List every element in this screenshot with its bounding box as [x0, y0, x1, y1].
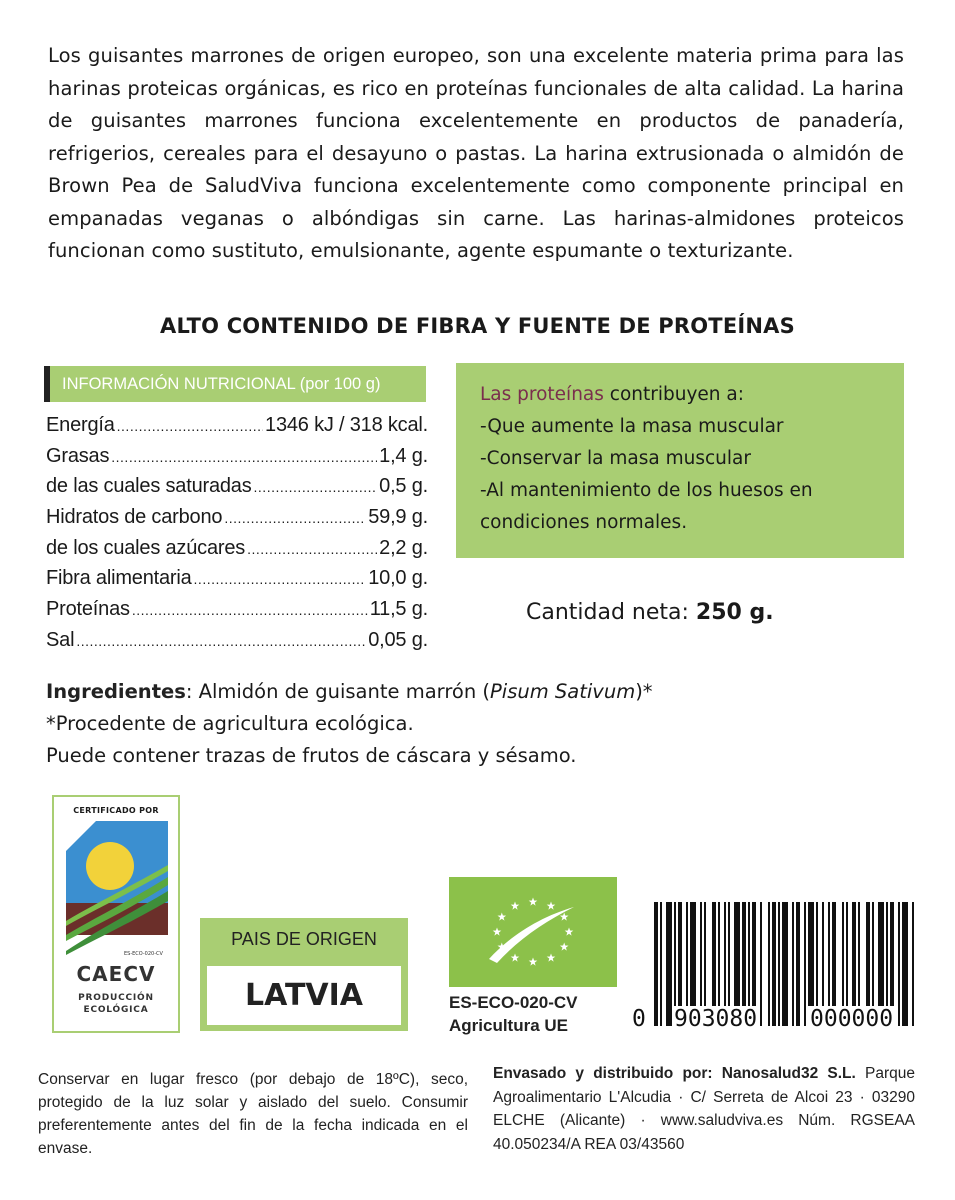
eu-organic-label: Agricultura UE	[449, 1016, 569, 1035]
net-quantity-label: Cantidad neta:	[526, 600, 696, 625]
distributor-text: Parque Agroalimentario L'Alcudia · C/ Serreta de Alcoi 23 · 03290 ELCHE (Alicante) · www.saludviva.es Núm. RGSEAA 40.050234/A REA 03/43560	[493, 1065, 915, 1153]
distributor-bold: Envasado y distribuido por: Nanosalud32 S.L.	[493, 1065, 856, 1082]
ingredients-sep: :	[185, 680, 199, 703]
storage-instructions: Conservar en lugar fresco (por debajo de 18ºC), seco, protegido de la luz solar y aislado del suelo. Consumir preferentemente antes del fin de la fecha indicada en el envase.	[38, 1071, 468, 1157]
caecv-emblem-icon	[66, 821, 168, 955]
nutrition-label: Proteínas	[46, 598, 130, 621]
nutrition-value: 10,0 g.	[368, 567, 428, 590]
nutrition-header: INFORMACIÓN NUTRICIONAL (por 100 g)	[44, 366, 426, 402]
nutrition-label: Hidratos de carbono	[46, 506, 223, 529]
nutrition-value: 1346 kJ / 318 kcal.	[265, 414, 428, 436]
caecv-sub1: PRODUCCIÓN	[78, 993, 154, 1003]
nutrition-label: de los cuales azúcares	[46, 536, 246, 559]
barcode	[632, 898, 922, 1040]
ingredients-label: Ingredientes	[46, 680, 186, 703]
nutrition-row	[46, 567, 428, 598]
leader-dots	[111, 445, 377, 468]
nutrition-row	[46, 537, 428, 568]
nutrition-value: 0,5 g.	[379, 475, 428, 498]
headline: ALTO CONTENIDO DE FIBRA Y FUENTE DE PROTEÍNAS	[160, 314, 795, 338]
leader-dots	[194, 567, 367, 590]
proteins-accent: Las proteínas	[480, 384, 604, 405]
leader-dots	[254, 475, 378, 498]
leader-dots	[132, 598, 368, 621]
nutrition-value: 11,5 g.	[369, 598, 428, 621]
nutrition-label: de las cuales saturadas	[46, 475, 252, 498]
caecv-certified-by: CERTIFICADO POR	[73, 806, 159, 815]
ingredients-end: )*	[635, 680, 653, 703]
origin-title: PAIS DE ORIGEN	[231, 929, 377, 949]
ingredients-latin: Pisum Sativum	[490, 680, 636, 703]
barcode-group1: 903080	[674, 1006, 758, 1032]
net-quantity-value: 250 g.	[695, 600, 774, 625]
barcode-group2: 000000	[810, 1006, 894, 1032]
caecv-code: ES-ECO-020-CV	[124, 951, 163, 957]
nutrition-label: Energía	[46, 414, 115, 436]
caecv-logo	[52, 795, 180, 1033]
product-description: Los guisantes marrones de origen europeo, son una excelente materia prima para las harinas proteicas orgánicas, es rico en proteínas funcionales de alta calidad. La harina de guisantes marrones funciona excelentemente en productos de panadería, refrigerios, cereales para el desayuno o pastas. La harina extrusionada o almidón de Brown Pea de SaludViva funciona excelentemente como componente principal en empanadas veganas o albóndigas sin carne. Las harinas-almidones proteicos funcionan como sustituto, emulsionante, agente espumante o texturizante.	[48, 44, 904, 262]
proteins-claim-item: -Que aumente la masa muscular	[480, 416, 784, 437]
nutrition-value: 2,2 g.	[379, 536, 428, 559]
barcode-digit-first: 0	[632, 1006, 646, 1032]
nutrition-row	[46, 445, 428, 476]
leader-dots	[76, 629, 366, 652]
leader-dots	[117, 414, 263, 437]
distributor-info	[493, 1062, 915, 1156]
nutrition-row	[46, 506, 428, 537]
caecv-sub2: ECOLÓGICA	[83, 1005, 149, 1015]
eu-organic-code: ES-ECO-020-CV	[449, 993, 578, 1012]
proteins-claim-item: -Al mantenimiento de los huesos en condiciones normales.	[480, 480, 813, 533]
eu-organic-text	[449, 991, 649, 1037]
nutrition-row	[46, 475, 428, 506]
caecv-name: CAECV	[76, 962, 156, 986]
nutrition-table	[46, 414, 428, 660]
net-quantity	[526, 600, 774, 625]
ingredients-traces: Puede contener trazas de frutos de cáscara y sésamo.	[46, 744, 577, 767]
nutrition-value: 1,4 g.	[379, 444, 428, 467]
country-of-origin	[200, 918, 408, 1031]
proteins-lead: contribuyen a:	[603, 384, 744, 405]
leader-dots	[224, 506, 366, 529]
nutrition-row	[46, 414, 428, 445]
origin-country: LATVIA	[207, 966, 401, 1025]
nutrition-value: 59,9 g.	[368, 506, 428, 529]
proteins-claim-box	[456, 363, 904, 558]
eu-organic-leaf-icon	[449, 877, 617, 987]
nutrition-row	[46, 598, 428, 629]
leader-dots	[247, 537, 377, 560]
ingredients-block	[46, 676, 926, 772]
nutrition-label: Grasas	[46, 444, 110, 467]
caecv-subtitle	[54, 992, 178, 1016]
proteins-claim-item: -Conservar la masa muscular	[480, 448, 751, 469]
nutrition-value: 0,05 g.	[368, 628, 428, 651]
nutrition-row	[46, 629, 428, 660]
nutrition-label: Fibra alimentaria	[46, 567, 192, 590]
nutrition-label: Sal	[46, 628, 75, 651]
ingredients-note: *Procedente de agricultura ecológica.	[46, 712, 414, 735]
proteins-claim-title	[480, 379, 880, 411]
ingredients-text: Almidón de guisante marrón (	[198, 680, 491, 703]
ingredients-line	[46, 676, 926, 708]
